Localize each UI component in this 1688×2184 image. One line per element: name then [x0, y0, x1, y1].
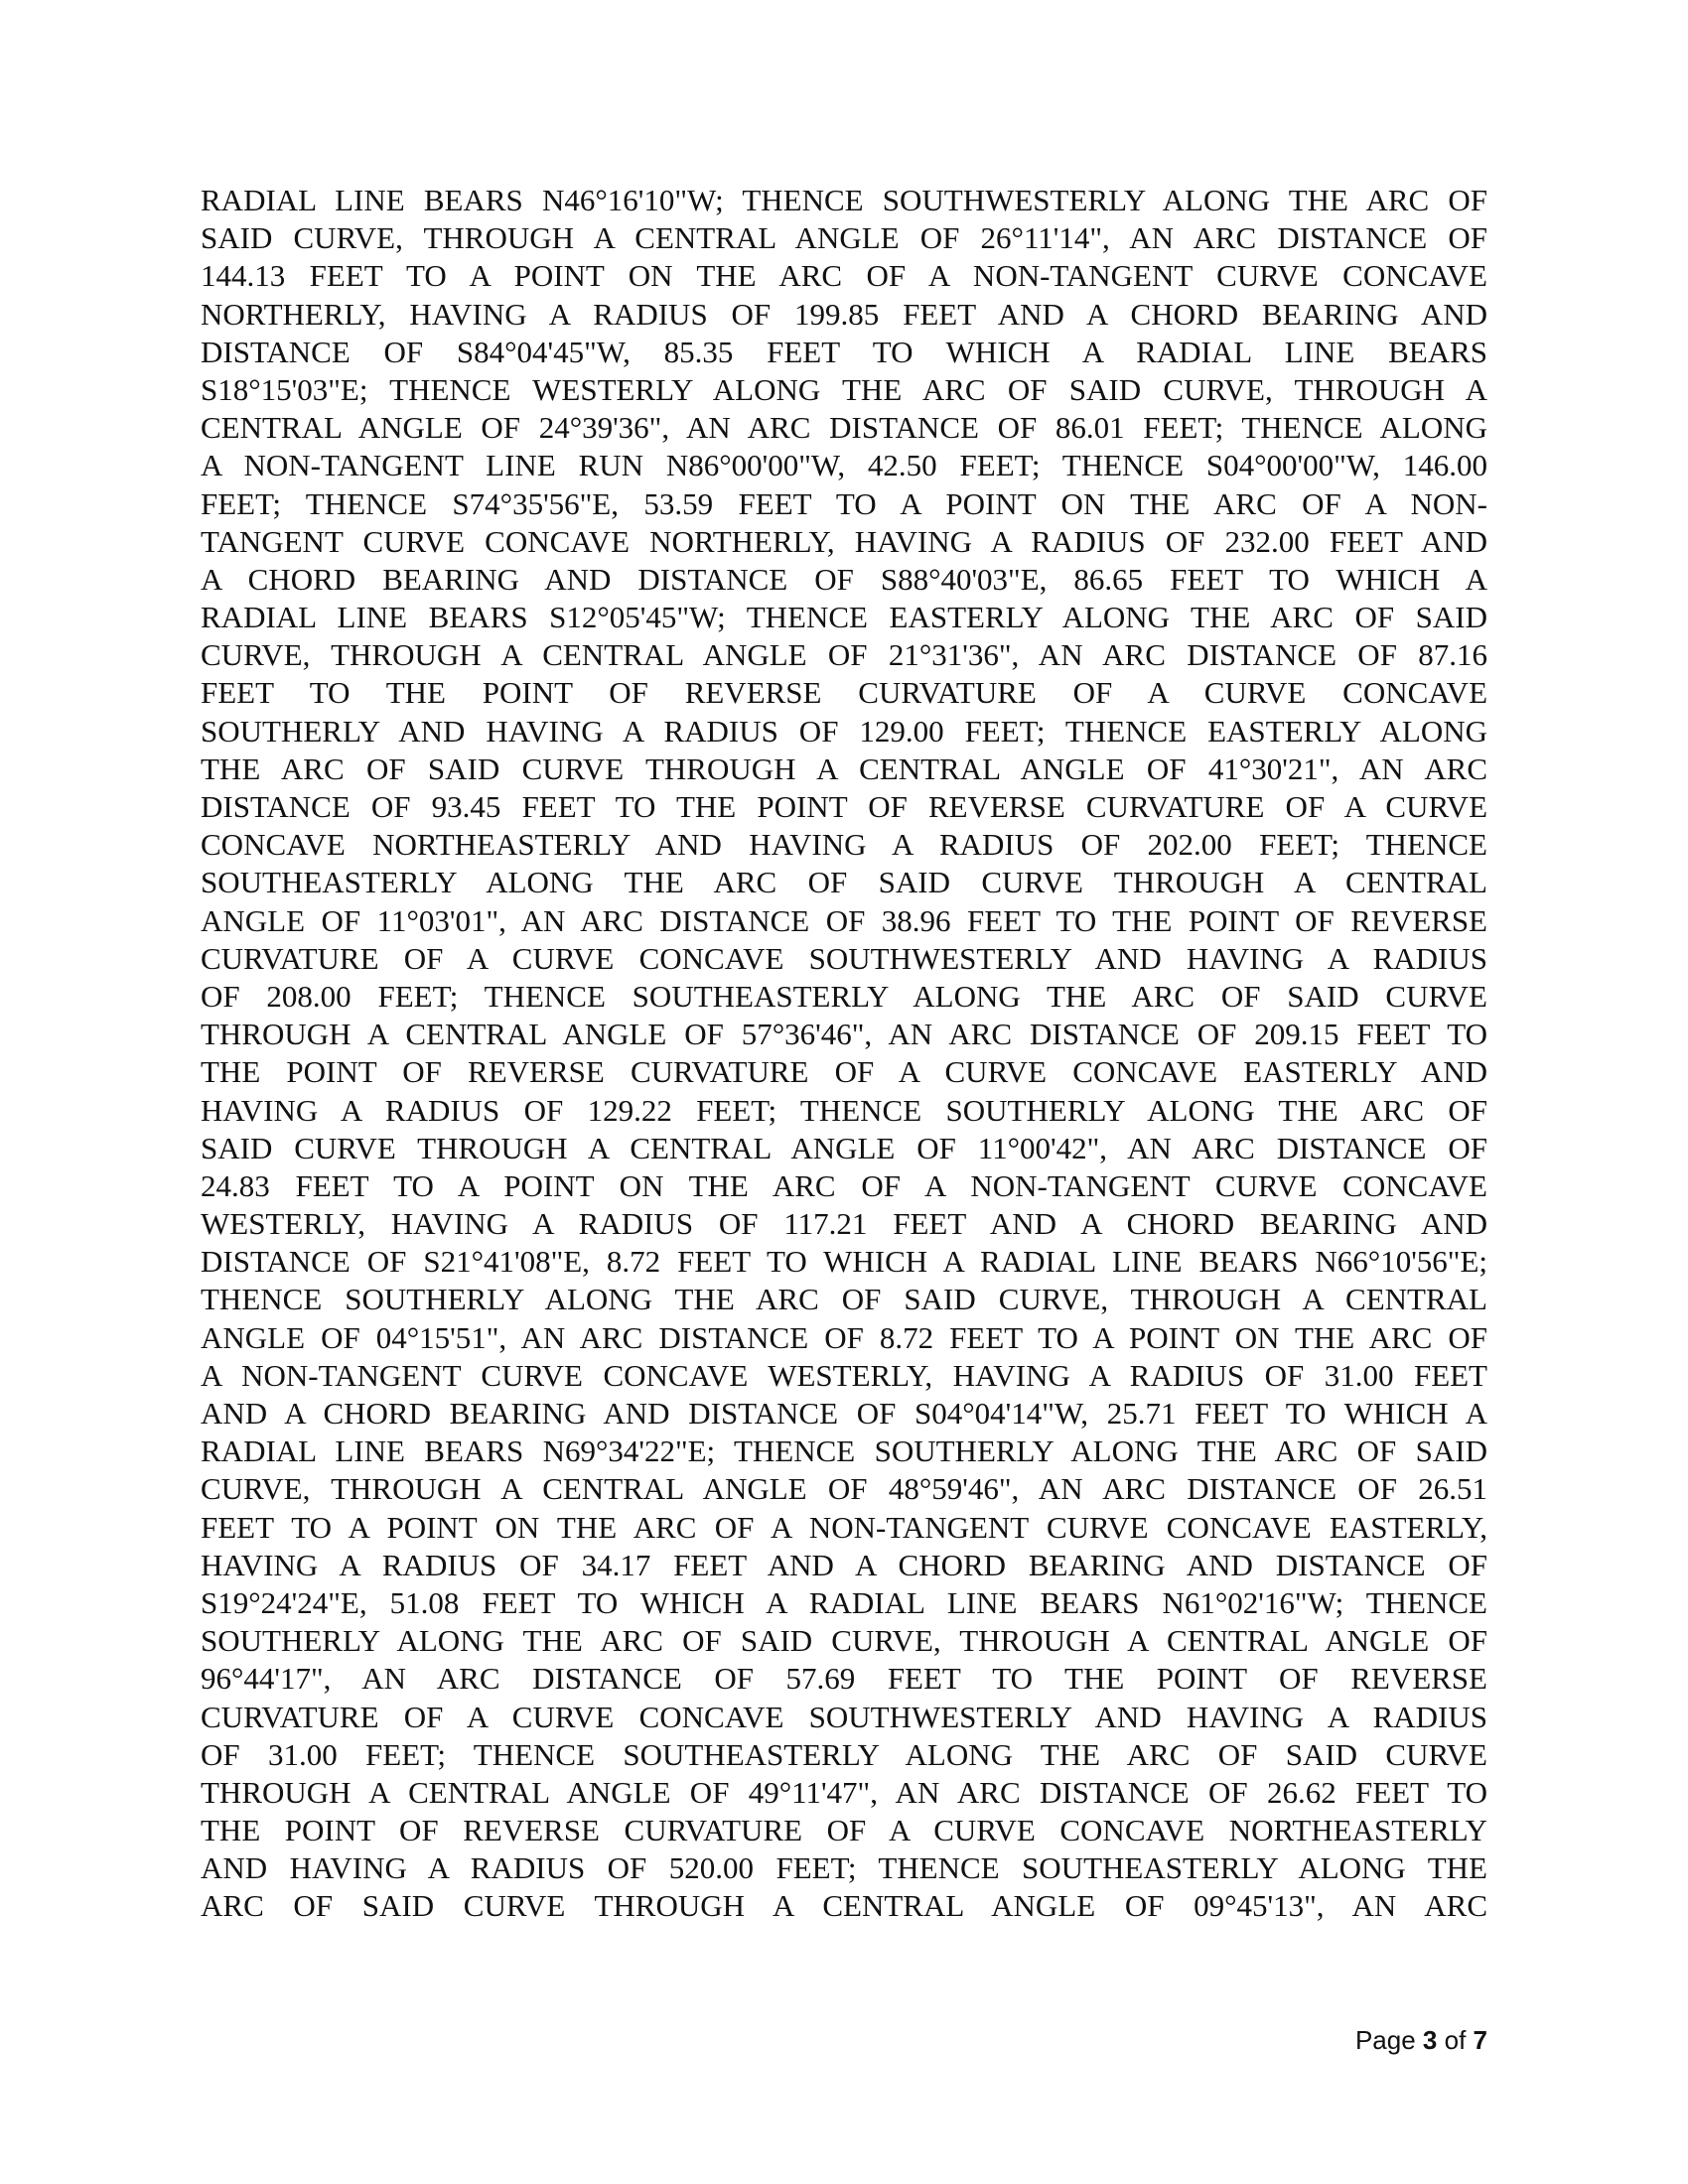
text-line: THENCE SOUTHERLY ALONG THE ARC OF SAID CURVE, THROUGH A CENTRAL [201, 1282, 1487, 1317]
text-line: CURVATURE OF A CURVE CONCAVE SOUTHWESTERLY AND HAVING A RADIUS [201, 1699, 1487, 1734]
text-line: A NON-TANGENT LINE RUN N86°00'00"W, 42.50 FEET; THENCE S04°00'00"W, 146.00 [201, 448, 1487, 483]
text-line: OF 31.00 FEET; THENCE SOUTHEASTERLY ALONG THE ARC OF SAID CURVE [201, 1736, 1487, 1772]
current-page-number: 3 [1422, 2025, 1438, 2055]
text-line: AND A CHORD BEARING AND DISTANCE OF S04°04'14"W, 25.71 FEET TO WHICH A [201, 1396, 1487, 1431]
text-line: CURVE, THROUGH A CENTRAL ANGLE OF 48°59'46", AN ARC DISTANCE OF 26.51 [201, 1471, 1487, 1507]
text-line: THE ARC OF SAID CURVE THROUGH A CENTRAL ANGLE OF 41°30'21", AN ARC [201, 751, 1487, 786]
text-line: CURVATURE OF A CURVE CONCAVE SOUTHWESTERLY AND HAVING A RADIUS [201, 940, 1487, 976]
text-line: CONCAVE NORTHEASTERLY AND HAVING A RADIUS OF 202.00 FEET; THENCE [201, 827, 1487, 863]
text-line: TANGENT CURVE CONCAVE NORTHERLY, HAVING A RADIUS OF 232.00 FEET AND [201, 523, 1487, 559]
text-line: DISTANCE OF S84°04'45"W, 85.35 FEET TO WHICH A RADIAL LINE BEARS [201, 334, 1487, 369]
text-line: S18°15'03"E; THENCE WESTERLY ALONG THE ARC OF SAID CURVE, THROUGH A [201, 371, 1487, 407]
text-line: THE POINT OF REVERSE CURVATURE OF A CURVE CONCAVE NORTHEASTERLY [201, 1813, 1487, 1848]
text-line: SAID CURVE, THROUGH A CENTRAL ANGLE OF 26°11'14", AN ARC DISTANCE OF [201, 220, 1487, 256]
text-line: 144.13 FEET TO A POINT ON THE ARC OF A NON-TANGENT CURVE CONCAVE [201, 258, 1487, 294]
page-prefix: Page [1354, 2025, 1416, 2055]
text-line: ANGLE OF 04°15'51", AN ARC DISTANCE OF 8.72 FEET TO A POINT ON THE ARC OF [201, 1319, 1487, 1355]
text-line: NORTHERLY, HAVING A RADIUS OF 199.85 FEET AND A CHORD BEARING AND [201, 296, 1487, 332]
text-line: HAVING A RADIUS OF 34.17 FEET AND A CHORD BEARING AND DISTANCE OF [201, 1547, 1487, 1582]
text-line: A NON-TANGENT CURVE CONCAVE WESTERLY, HAVING A RADIUS OF 31.00 FEET [201, 1357, 1487, 1393]
text-line: THE POINT OF REVERSE CURVATURE OF A CURVE CONCAVE EASTERLY AND [201, 1054, 1487, 1090]
total-pages-number: 7 [1473, 2025, 1487, 2055]
text-line: CURVE, THROUGH A CENTRAL ANGLE OF 21°31'36", AN ARC DISTANCE OF 87.16 [201, 637, 1487, 673]
text-line: CENTRAL ANGLE OF 24°39'36", AN ARC DISTANCE OF 86.01 FEET; THENCE ALONG [201, 410, 1487, 446]
text-line: AND HAVING A RADIUS OF 520.00 FEET; THENCE SOUTHEASTERLY ALONG THE [201, 1850, 1487, 1886]
text-line: A CHORD BEARING AND DISTANCE OF S88°40'03"E, 86.65 FEET TO WHICH A [201, 561, 1487, 597]
text-line: SOUTHERLY AND HAVING A RADIUS OF 129.00 FEET; THENCE EASTERLY ALONG [201, 713, 1487, 749]
text-line: ARC OF SAID CURVE THROUGH A CENTRAL ANGLE OF 09°45'13", AN ARC [201, 1888, 1487, 1924]
text-line: ANGLE OF 11°03'01", AN ARC DISTANCE OF 38.96 FEET TO THE POINT OF REVERSE [201, 902, 1487, 938]
page-of-label: of [1444, 2025, 1467, 2055]
text-line: DISTANCE OF S21°41'08"E, 8.72 FEET TO WHICH A RADIAL LINE BEARS N66°10'56"E; [201, 1244, 1487, 1280]
text-line: DISTANCE OF 93.45 FEET TO THE POINT OF REVERSE CURVATURE OF A CURVE [201, 789, 1487, 824]
text-line: RADIAL LINE BEARS N69°34'22"E; THENCE SOUTHERLY ALONG THE ARC OF SAID [201, 1433, 1487, 1469]
legal-description-body [201, 182, 1487, 1926]
text-line: RADIAL LINE BEARS S12°05'45"W; THENCE EASTERLY ALONG THE ARC OF SAID [201, 600, 1487, 635]
text-line: THROUGH A CENTRAL ANGLE OF 57°36'46", AN ARC DISTANCE OF 209.15 FEET TO [201, 1017, 1487, 1052]
text-line: WESTERLY, HAVING A RADIUS OF 117.21 FEET AND A CHORD BEARING AND [201, 1206, 1487, 1242]
text-line: THROUGH A CENTRAL ANGLE OF 49°11'47", AN ARC DISTANCE OF 26.62 FEET TO [201, 1774, 1487, 1810]
text-line: 24.83 FEET TO A POINT ON THE ARC OF A NON-TANGENT CURVE CONCAVE [201, 1167, 1487, 1203]
text-line: FEET; THENCE S74°35'56"E, 53.59 FEET TO A POINT ON THE ARC OF A NON- [201, 485, 1487, 521]
text-line: FEET TO THE POINT OF REVERSE CURVATURE OF A CURVE CONCAVE [201, 675, 1487, 711]
page-number-footer [1355, 2025, 1487, 2056]
text-line: 96°44'17", AN ARC DISTANCE OF 57.69 FEET TO THE POINT OF REVERSE [201, 1661, 1487, 1697]
text-line: SAID CURVE THROUGH A CENTRAL ANGLE OF 11°00'42", AN ARC DISTANCE OF [201, 1130, 1487, 1165]
text-line: SOUTHERLY ALONG THE ARC OF SAID CURVE, THROUGH A CENTRAL ANGLE OF [201, 1623, 1487, 1659]
text-line: OF 208.00 FEET; THENCE SOUTHEASTERLY ALONG THE ARC OF SAID CURVE [201, 978, 1487, 1014]
text-line: FEET TO A POINT ON THE ARC OF A NON-TANGENT CURVE CONCAVE EASTERLY, [201, 1509, 1487, 1545]
text-line: SOUTHEASTERLY ALONG THE ARC OF SAID CURVE THROUGH A CENTRAL [201, 865, 1487, 900]
text-line: HAVING A RADIUS OF 129.22 FEET; THENCE SOUTHERLY ALONG THE ARC OF [201, 1092, 1487, 1128]
text-line: S19°24'24"E, 51.08 FEET TO WHICH A RADIAL LINE BEARS N61°02'16"W; THENCE [201, 1584, 1487, 1620]
text-line: RADIAL LINE BEARS N46°16'10"W; THENCE SOUTHWESTERLY ALONG THE ARC OF [201, 183, 1487, 217]
